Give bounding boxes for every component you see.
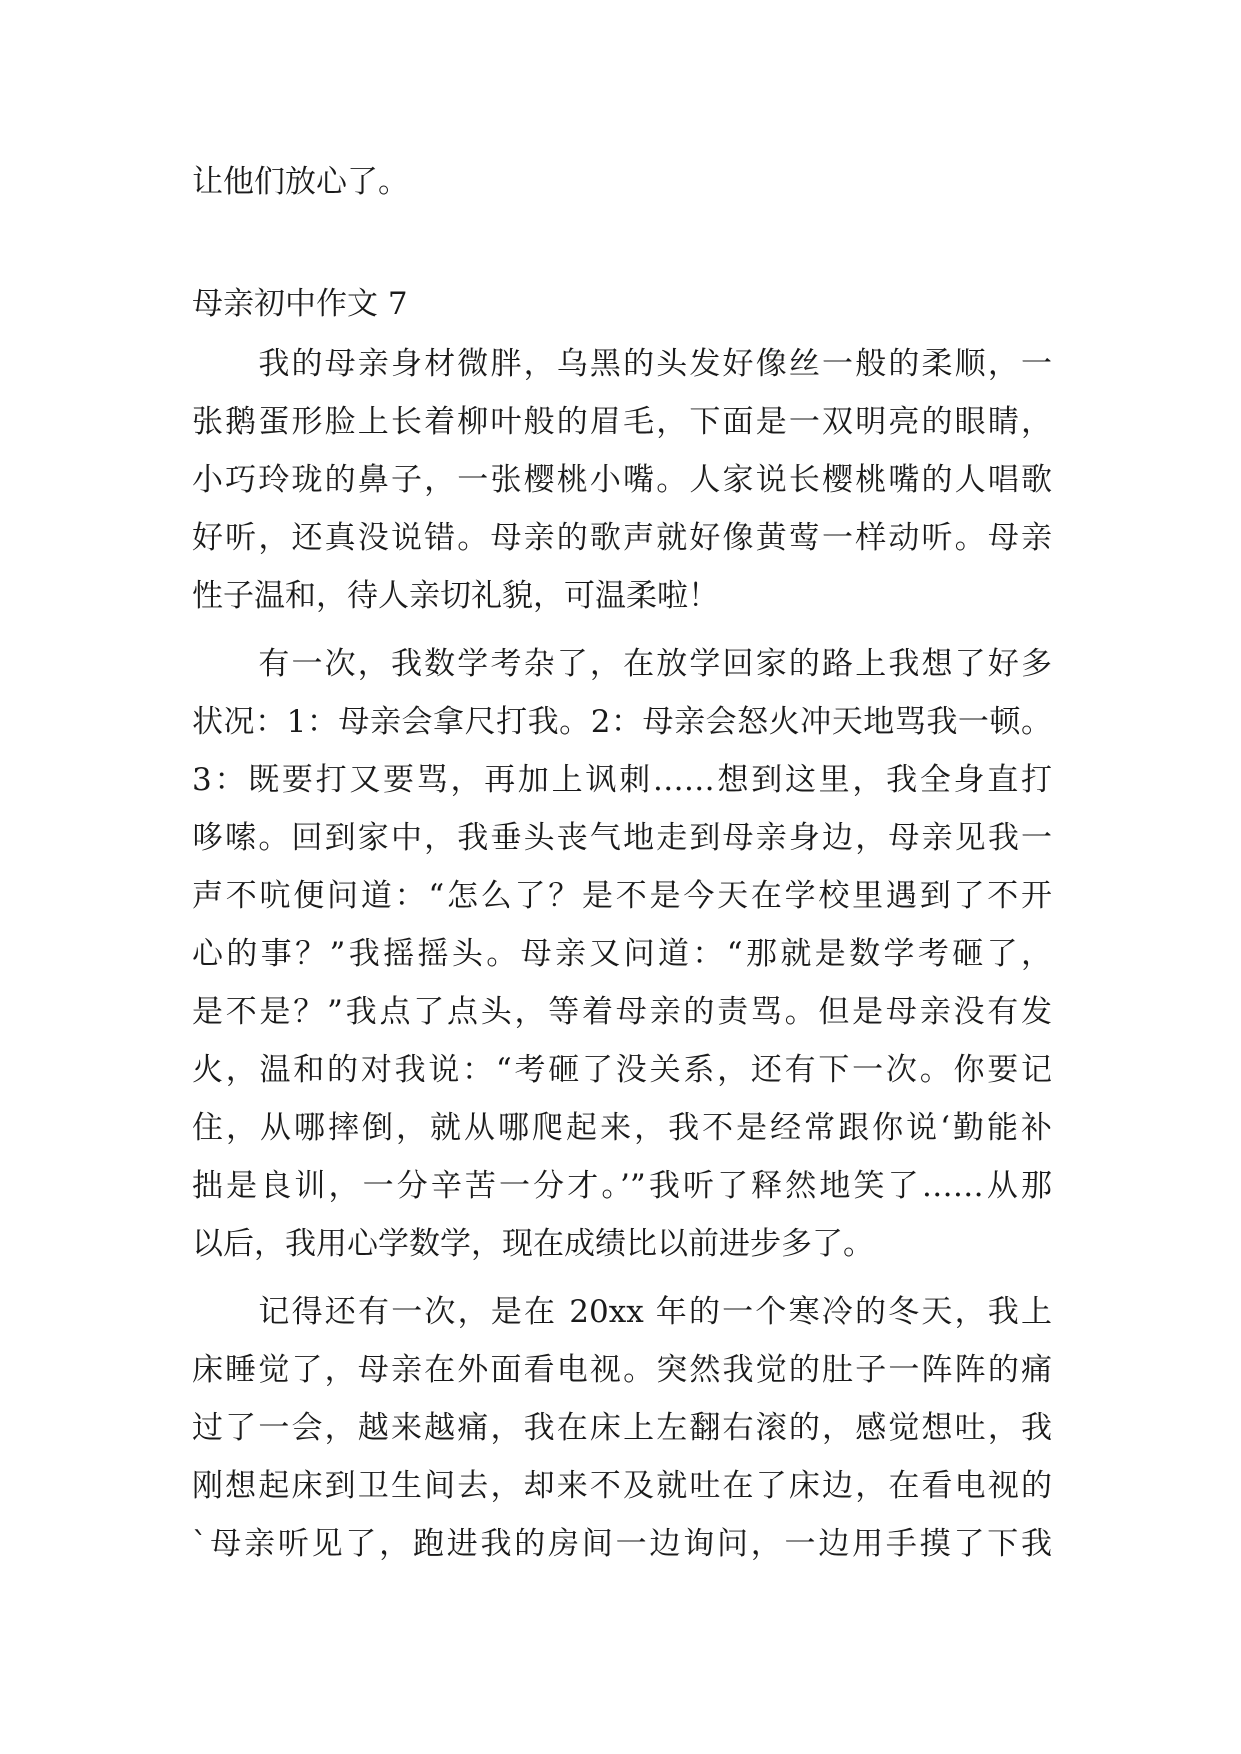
text-line: 张鹅蛋形脸上长着柳叶般的眉毛，下面是一双明亮的眼睛， [192, 404, 1052, 440]
text-line: 是不是？”我点了点头，等着母亲的责骂。但是母亲没有发 [192, 994, 1052, 1030]
paragraph-2 [192, 635, 1052, 1273]
essay-body [192, 335, 1052, 1573]
text-line: 状况：1：母亲会拿尺打我。2：母亲会怒火冲天地骂我一顿。 [192, 704, 1052, 740]
text-line: 以后，我用心学数学，现在成绩比以前进步多了。 [192, 1226, 874, 1262]
text-line: 声不吭便问道：“怎么了？是不是今天在学校里遇到了不开 [192, 878, 1052, 914]
text-line: 床睡觉了，母亲在外面看电视。突然我觉的肚子一阵阵的痛 [192, 1352, 1052, 1388]
text-line: 记得还有一次，是在 20xx 年的一个寒冷的冬天，我上 [192, 1294, 1052, 1330]
text-line: 心的事？”我摇摇头。母亲又问道：“那就是数学考砸了， [192, 936, 1052, 972]
paragraph-gap [192, 625, 1052, 635]
text-line: 让他们放心了。 [192, 164, 409, 200]
paragraph-1 [192, 335, 1052, 625]
section-title: 母亲初中作文 7 [192, 286, 408, 322]
text-line: 有一次，我数学考杂了，在放学回家的路上我想了好多 [192, 646, 1052, 682]
paragraph-3 [192, 1283, 1052, 1573]
text-line: 性子温和，待人亲切礼貌，可温柔啦！ [192, 578, 719, 614]
text-line: 火，温和的对我说：“考砸了没关系，还有下一次。你要记 [192, 1052, 1052, 1088]
text-line: 好听，还真没说错。母亲的歌声就好像黄莺一样动听。母亲 [192, 520, 1052, 556]
section-title-block [192, 275, 1052, 333]
text-line: 小巧玲珑的鼻子，一张樱桃小嘴。人家说长樱桃嘴的人唱歌 [192, 462, 1052, 498]
text-line: 过了一会，越来越痛，我在床上左翻右滚的，感觉想吐，我 [192, 1410, 1052, 1446]
text-line: `母亲听见了，跑进我的房间一边询问，一边用手摸了下我 [192, 1526, 1052, 1562]
paragraph-gap [192, 1273, 1052, 1283]
text-line: 我的母亲身材微胖，乌黑的头发好像丝一般的柔顺，一 [192, 346, 1052, 382]
text-line: 住，从哪摔倒，就从哪爬起来，我不是经常跟你说‘勤能补 [192, 1110, 1052, 1146]
lead-paragraph [192, 153, 1052, 211]
text-line: 哆嗦。回到家中，我垂头丧气地走到母亲身边，母亲见我一 [192, 820, 1052, 856]
text-line: 拙是良训，一分辛苦一分才。’”我听了释然地笑了……从那 [192, 1168, 1052, 1204]
text-line: 刚想起床到卫生间去，却来不及就吐在了床边，在看电视的 [192, 1468, 1052, 1504]
text-line: 3：既要打又要骂，再加上讽刺……想到这里，我全身直打 [192, 762, 1052, 798]
